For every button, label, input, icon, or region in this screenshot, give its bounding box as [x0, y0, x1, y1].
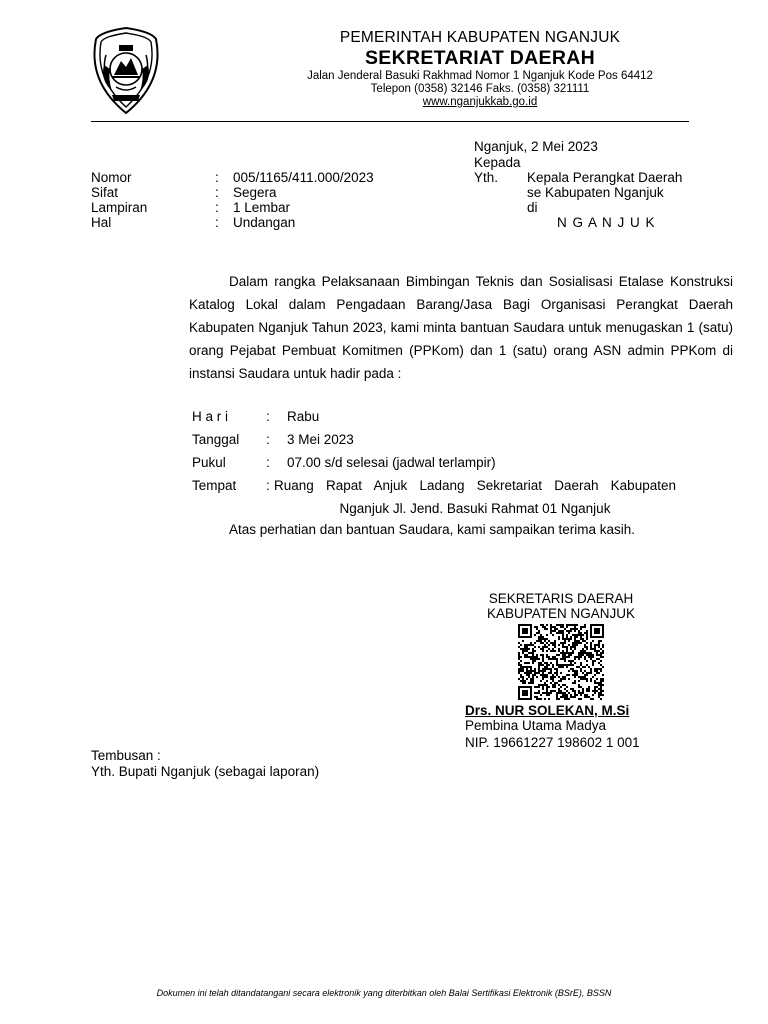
- signature-title1: SEKRETARIS DAERAH: [488, 591, 634, 606]
- meta-label: Nomor: [91, 170, 132, 185]
- meta-colon: :: [215, 215, 219, 230]
- letter-date: Nganjuk, 2 Mei 2023: [474, 139, 598, 154]
- body-paragraph: Dalam rangka Pelaksanaan Bimbingan Teknis dan Sosialisasi Etalase Konstruksi Katalog Lokal dalam Pengadaan Barang/Jasa Bagi Organisasi Perangkat Daerah Kabupaten Nganjuk Tahun 2023, kami minta bantuan Saudara untuk menugaskan 1 (satu) orang Pejabat Pembuat Komitmen (PPKom) dan 1 (satu) orang ASN admin PPKom di instansi Saudara untuk hadir pada :: [189, 274, 733, 381]
- schedule-row: [192, 405, 676, 428]
- regency-emblem-icon: [90, 25, 162, 117]
- schedule-label: H a r i: [192, 409, 229, 424]
- schedule-colon: :: [266, 478, 270, 493]
- meta-colon: :: [215, 200, 219, 215]
- signer-nip: NIP. 19661227 198602 1 001: [465, 735, 640, 750]
- recipient-city: N G A N J U K: [557, 215, 656, 230]
- recipient-yth: Yth.: [474, 170, 499, 185]
- schedule-row: [192, 474, 676, 520]
- website-link[interactable]: www.nganjukkab.go.id: [422, 96, 538, 108]
- meta-label: Sifat: [91, 185, 119, 200]
- schedule-label: Pukul: [192, 455, 226, 470]
- schedule-row: [192, 428, 676, 451]
- meta-value: 005/1165/411.000/2023: [233, 170, 374, 185]
- letterhead-website-row: [180, 96, 768, 108]
- footer-note: Dokumen ini telah ditandatangani secara elektronik yang diterbitkan oleh Balai Sertifikasi Elektronik (BSrE), BSSN: [156, 988, 612, 998]
- recipient-line2: se Kabupaten Nganjuk: [527, 185, 664, 200]
- meta-label: Lampiran: [91, 200, 148, 215]
- meta-colon: :: [215, 185, 219, 200]
- letterhead-office: SEKRETARIAT DAERAH: [364, 47, 595, 69]
- meta-value: Undangan: [233, 215, 296, 230]
- meta-value: 1 Lembar: [233, 200, 291, 215]
- letterhead-government: PEMERINTAH KABUPATEN NGANJUK: [339, 29, 621, 46]
- signature-title2: KABUPATEN NGANJUK: [486, 606, 636, 621]
- schedule-value: 07.00 s/d selesai (jadwal terlampir): [287, 455, 496, 470]
- schedule-block: [192, 405, 676, 520]
- schedule-value: 3 Mei 2023: [287, 432, 354, 447]
- regency-logo: [90, 25, 162, 117]
- meta-label: Hal: [91, 215, 112, 230]
- schedule-label: Tempat: [192, 478, 237, 493]
- letterhead-phone: Telepon (0358) 32146 Faks. (0358) 321111: [370, 83, 590, 95]
- meta-colon: :: [215, 170, 219, 185]
- signer-name: Drs. NUR SOLEKAN, M.Si: [465, 703, 630, 718]
- schedule-value: Rabu: [287, 409, 320, 424]
- schedule-label: Tanggal: [192, 432, 240, 447]
- recipient-line1: Kepala Perangkat Daerah: [527, 170, 683, 185]
- cc-label: Tembusan :: [91, 748, 161, 763]
- schedule-value: Ruang Rapat Anjuk Ladang Sekretariat Daerah Kabupaten Nganjuk Jl. Jend. Basuki Rahmat 01 Nganjuk: [274, 478, 676, 516]
- schedule-row: [192, 451, 676, 474]
- schedule-colon: :: [266, 432, 270, 447]
- recipient-di: di: [527, 200, 538, 215]
- signature-qr-code-icon: [518, 624, 604, 700]
- signer-rank: Pembina Utama Madya: [465, 718, 607, 733]
- cc-item: Yth. Bupati Nganjuk (sebagai laporan): [91, 764, 320, 779]
- meta-value: Segera: [233, 185, 277, 200]
- schedule-colon: :: [266, 455, 270, 470]
- letterhead-address: Jalan Jenderal Basuki Rakhmad Nomor 1 Nganjuk Kode Pos 64412: [307, 70, 653, 82]
- letterhead-divider: [91, 121, 689, 122]
- recipient-kepada: Kepada: [474, 155, 521, 170]
- schedule-colon: :: [266, 409, 270, 424]
- closing-paragraph: Atas perhatian dan bantuan Saudara, kami sampaikan terima kasih.: [229, 522, 635, 537]
